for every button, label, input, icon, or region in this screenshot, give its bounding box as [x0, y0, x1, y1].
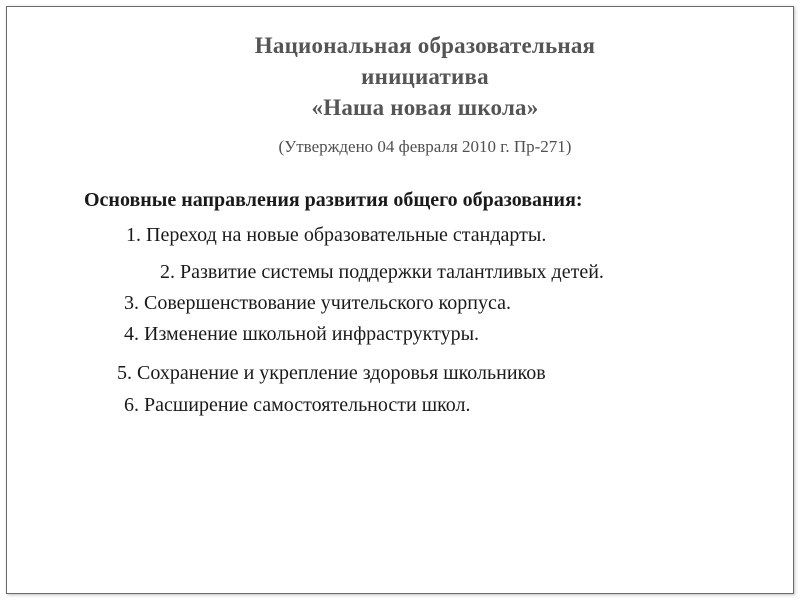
list-item: 2. Развитие системы поддержки талантливых детей. — [160, 261, 604, 283]
page-subtitle: (Утверждено 04 февраля 2010 г. Пр-271) — [278, 137, 572, 156]
list-item: 5. Сохранение и укрепление здоровья школьников — [117, 362, 546, 384]
page-title-line-1: Национальная образовательная — [254, 33, 596, 58]
page-title-line-2: инициатива — [361, 64, 489, 89]
title-block — [0, 30, 800, 123]
page-title-line-3: «Наша новая школа» — [311, 95, 539, 120]
list-item: 6. Расширение самостоятельности школ. — [124, 394, 471, 416]
list-item: 1. Переход на новые образовательные стандарты. — [126, 224, 547, 246]
section-heading: Основные направления развития общего образования: — [84, 189, 583, 211]
subtitle-wrap — [0, 137, 800, 157]
list-item: 4. Изменение школьной инфраструктуры. — [124, 323, 480, 345]
list-item: 3. Совершенствование учительского корпуса. — [124, 292, 511, 314]
